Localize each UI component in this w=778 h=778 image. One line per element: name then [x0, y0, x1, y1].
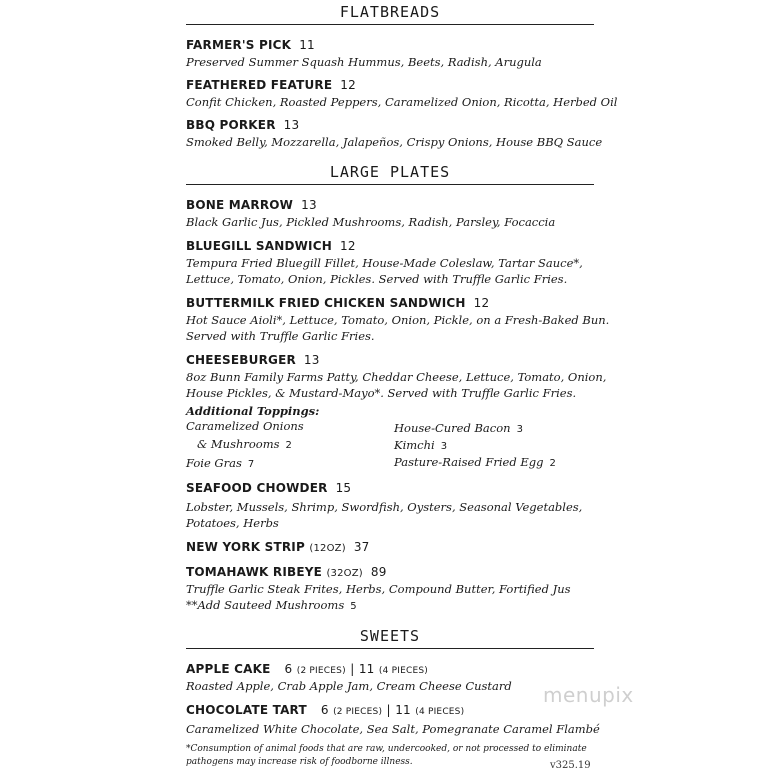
section-divider — [186, 24, 594, 25]
topping-egg — [394, 455, 556, 469]
item-description: Lobster, Mussels, Shrimp, Swordfish, Oysters, Seasonal Vegetables, — [186, 500, 583, 514]
menupix-watermark: menupix — [543, 683, 634, 707]
version-label: v325.19 — [550, 760, 591, 771]
item-name: BLUEGILL SANDWICH — [186, 239, 332, 253]
item-price: 12 — [340, 78, 356, 92]
footnote-line-2: pathogens may increase risk of foodborne illness. — [186, 757, 413, 767]
item-bbq-porker — [186, 118, 299, 132]
item-qty: (4 PIECES) — [378, 666, 428, 676]
addon-price: 5 — [350, 601, 357, 612]
topping-caramelized-cont — [197, 437, 292, 451]
section-title-sweets: SWEETS — [359, 627, 421, 645]
topping-price: 2 — [285, 440, 292, 451]
footnote-line-1: *Consumption of animal foods that are raw, undercooked, or not processed to eliminate — [186, 744, 587, 754]
topping-name: House-Cured Bacon — [394, 421, 511, 435]
item-name: SEAFOOD CHOWDER — [186, 481, 328, 495]
toppings-heading: Additional Toppings: — [186, 404, 320, 418]
item-addon — [186, 598, 357, 612]
topping-name: & Mushrooms — [197, 437, 280, 451]
item-new-york-strip — [186, 540, 369, 554]
item-description: Lettuce, Tomato, Onion, Pickles. Served with Truffle Garlic Fries. — [186, 272, 568, 286]
item-description: Confit Chicken, Roasted Peppers, Caramelized Onion, Ricotta, Herbed Oil — [186, 95, 618, 109]
item-farmers-pick — [186, 38, 315, 52]
item-description: Hot Sauce Aioli*, Lettuce, Tomato, Onion, Pickle, on a Fresh-Baked Bun. — [186, 313, 610, 327]
item-name: BUTTERMILK FRIED CHICKEN SANDWICH — [186, 296, 466, 310]
section-title-large-plates: LARGE PLATES — [329, 163, 451, 181]
item-description: Black Garlic Jus, Pickled Mushrooms, Radish, Parsley, Focaccia — [186, 215, 556, 229]
item-price: 13 — [303, 353, 320, 367]
item-cheeseburger — [186, 353, 320, 367]
item-price: 11 — [299, 38, 315, 52]
item-name: NEW YORK STRIP — [186, 540, 305, 554]
topping-kimchi — [394, 438, 447, 452]
item-price: 11 — [395, 703, 411, 717]
item-qty: (2 PIECES) — [296, 666, 346, 676]
item-name: FEATHERED FEATURE — [186, 78, 333, 92]
topping-price: 2 — [549, 458, 556, 469]
item-name: FARMER'S PICK — [186, 38, 292, 52]
item-price: 12 — [339, 239, 356, 253]
item-apple-cake — [186, 662, 428, 676]
item-description: Smoked Belly, Mozzarella, Jalapeños, Crispy Onions, House BBQ Sauce — [186, 135, 603, 149]
item-description: Roasted Apple, Crab Apple Jam, Cream Cheese Custard — [186, 679, 512, 693]
item-description: House Pickles, & Mustard-Mayo*. Served with Truffle Garlic Fries. — [186, 386, 577, 400]
section-divider — [186, 184, 594, 185]
item-price: 6 — [284, 662, 293, 676]
item-name: APPLE CAKE — [186, 662, 271, 676]
topping-name: Pasture-Raised Fried Egg — [394, 455, 544, 469]
topping-name: Kimchi — [394, 438, 435, 452]
item-description: Tempura Fried Bluegill Fillet, House-Made Coleslaw, Tartar Sauce*, — [186, 256, 583, 270]
topping-bacon — [394, 421, 523, 435]
topping-name: Foie Gras — [186, 456, 242, 470]
item-bluegill-sandwich — [186, 239, 356, 253]
item-price: 15 — [335, 481, 352, 495]
item-qty: (2 PIECES) — [333, 707, 383, 717]
item-name: CHOCOLATE TART — [186, 703, 307, 717]
section-title-flatbreads: FLATBREADS — [339, 3, 441, 21]
item-name: BONE MARROW — [186, 198, 294, 212]
item-price: 13 — [283, 118, 300, 132]
item-description: Potatoes, Herbs — [186, 516, 279, 530]
item-name: BBQ PORKER — [186, 118, 276, 132]
topping-price: 7 — [247, 459, 255, 470]
item-name: CHEESEBURGER — [186, 353, 296, 367]
item-price: 89 — [370, 565, 387, 579]
item-description: Served with Truffle Garlic Fries. — [186, 329, 375, 343]
item-size: (32OZ) — [326, 568, 363, 579]
item-name: TOMAHAWK RIBEYE — [186, 565, 323, 579]
item-price: 12 — [473, 296, 490, 310]
item-description: Preserved Summer Squash Hummus, Beets, Radish, Arugula — [186, 55, 542, 69]
item-description: Truffle Garlic Steak Frites, Herbs, Compound Butter, Fortified Jus — [186, 582, 571, 596]
item-seafood-chowder — [186, 481, 351, 495]
topping-price: 3 — [516, 424, 523, 435]
topping-caramelized: Caramelized Onions — [186, 419, 304, 433]
item-feathered-feature — [186, 78, 356, 92]
topping-foie-gras — [186, 456, 254, 470]
item-qty: (4 PIECES) — [415, 707, 465, 717]
item-description: 8oz Bunn Family Farms Patty, Cheddar Cheese, Lettuce, Tomato, Onion, — [186, 370, 607, 384]
item-price: 6 — [320, 703, 329, 717]
section-divider — [186, 648, 594, 649]
price-separator: | — [350, 662, 355, 676]
item-chocolate-tart — [186, 703, 464, 717]
item-buttermilk-chicken-sandwich — [186, 296, 489, 310]
item-description: Caramelized White Chocolate, Sea Salt, Pomegranate Caramel Flambé — [186, 722, 600, 736]
item-bone-marrow — [186, 198, 317, 212]
addon-name: **Add Sauteed Mushrooms — [186, 598, 345, 612]
topping-price: 3 — [440, 441, 448, 452]
item-size: (12OZ) — [309, 543, 346, 554]
item-tomahawk-ribeye — [186, 565, 387, 579]
item-price: 11 — [358, 662, 375, 676]
price-separator: | — [386, 703, 391, 717]
item-price: 13 — [301, 198, 317, 212]
item-price: 37 — [353, 540, 370, 554]
